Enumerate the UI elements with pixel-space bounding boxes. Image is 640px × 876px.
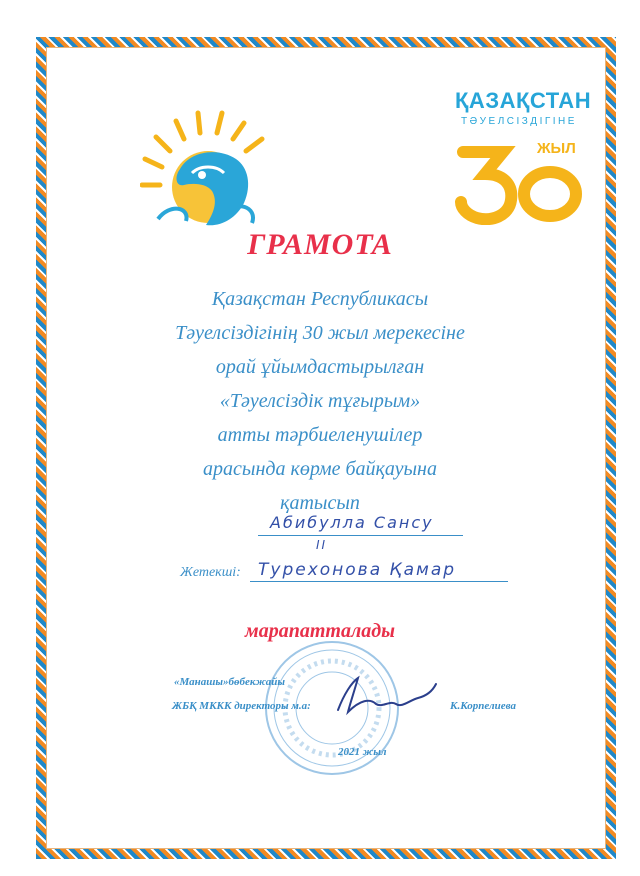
- body-line: «Тәуелсіздік тұғырым»: [219, 390, 421, 412]
- organization-name: «Манашы»бөбекжайы: [174, 676, 286, 688]
- certificate-title: ГРАМОТА: [247, 228, 393, 261]
- body-line: атты тәрбиеленушілер: [217, 424, 423, 446]
- eagle-sun-emblem: [140, 95, 270, 230]
- mentor-name: Турехонова Қамар: [258, 560, 457, 580]
- issue-date: 2021 жыл: [338, 746, 387, 758]
- recipient-name: Абибулла Сансу: [270, 513, 434, 532]
- logo-country-text: ҚАЗАҚСТАН: [455, 88, 592, 113]
- logo-subtitle-text: ТӘУЕЛСІЗДІГІНЕ: [461, 116, 577, 127]
- body-line: Тәуелсіздігінің 30 жыл мерекесіне: [175, 322, 465, 344]
- body-line: Қазақстан Республикасы: [211, 288, 429, 310]
- body-line: арасында көрме байқауына: [203, 458, 437, 480]
- logo-unit-text: ЖЫЛ: [537, 140, 576, 157]
- number-0-shape: [524, 172, 576, 216]
- certificate-body: [150, 282, 490, 520]
- body-line: қатысып: [280, 492, 360, 514]
- director-label: ЖБҚ МККК директоры м.а:: [172, 700, 311, 712]
- body-line: орай ұйымдастырылған: [215, 356, 425, 378]
- awarded-text: марапатталады: [245, 620, 395, 642]
- director-name: К.Корпелиева: [450, 700, 516, 712]
- mentor-label: Жетекші:: [180, 565, 241, 580]
- recipient-underline: [258, 535, 463, 536]
- mentor-underline: [250, 581, 508, 582]
- director-signature: [330, 670, 440, 720]
- number-3-shape: [461, 152, 511, 219]
- group-mark: II: [316, 538, 328, 552]
